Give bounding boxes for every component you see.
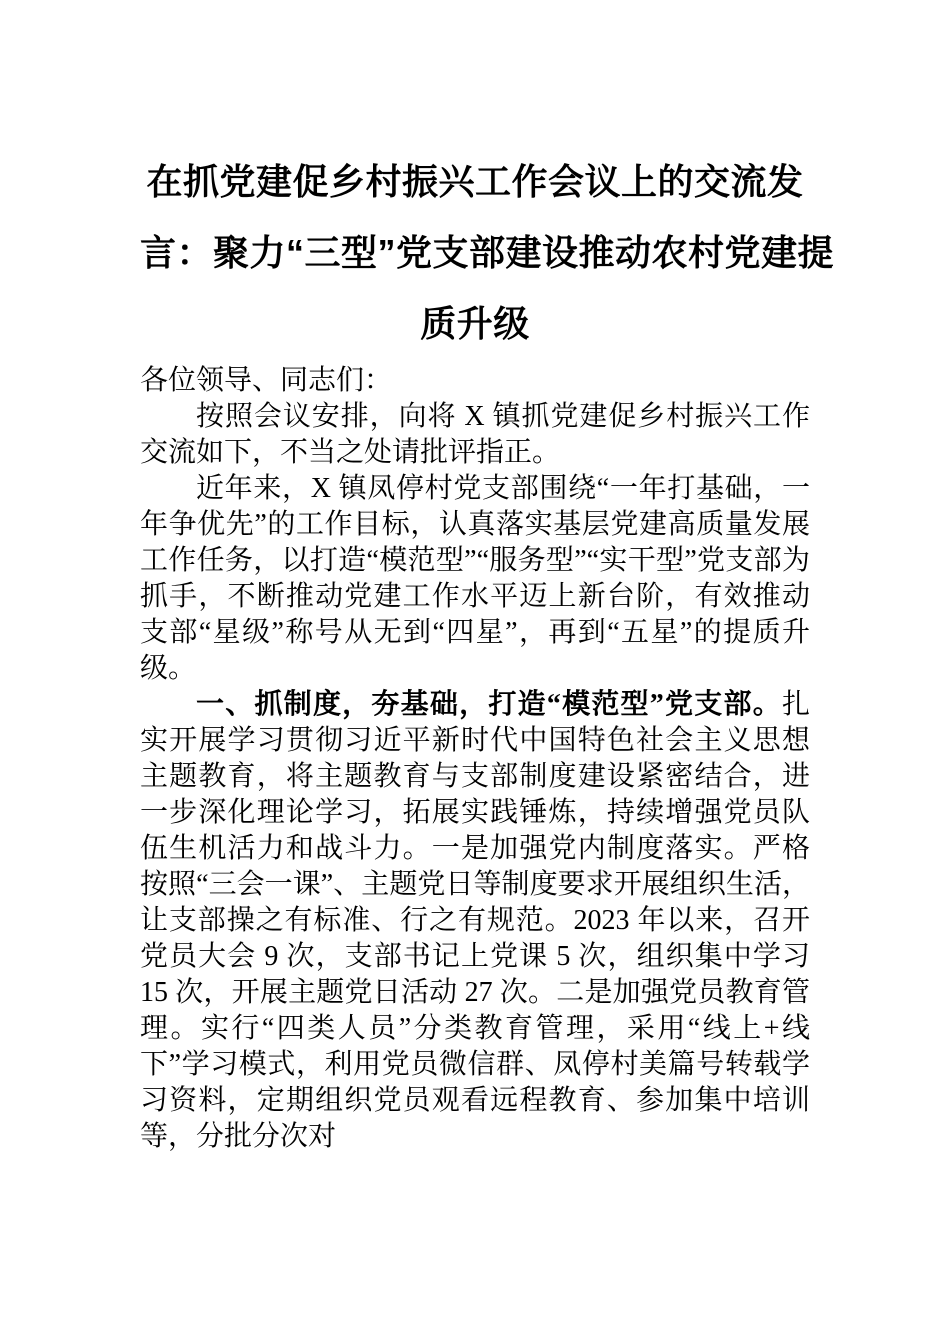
text-run: 扎实开展学习贯彻习近平新时代中国特色社会主义思想主题教育，将主题教育与支部制度建设紧密结合，进一步深化理论学习，拓展实践锤炼，持续增强党员队伍生机活力和战斗力。一是加强党内制度落实。严格按照“三会一课”、主题党日等制度要求开展组织生活，让支部操之有标准、行之有规范。2023 年以来，召开党员大会 9 次，支部书记上党课 5 次，组织集中学习 15 次，开展主题党日活动 27 次。二是加强党员教育管理。实行“四类人员”分类教育管理，采用“线上+线下”学习模式，利用党员微信群、凤停村美篇号转载学习资料，定期组织党员观看远程教育、参加集中培训等，分批分次对 <box>140 689 810 1152</box>
text-run: 近年来，X 镇凤停村党支部围绕“一年打基础，一年争优先”的工作目标，认真落实基层党建高质量发展工作任务，以打造“模范型”“服务型”“实干型”党支部为抓手，不断推动党建工作水平迈上新台阶，有效推动支部“星级”称号从无到“四星”，再到“五星”的提质升级。 <box>140 473 810 684</box>
document-title <box>140 146 835 359</box>
paragraph-overview <box>140 471 810 687</box>
title-line-1: 在抓党建促乡村振兴工作会议上的交流发 <box>146 161 804 202</box>
paragraph-intro <box>140 399 810 471</box>
document-body <box>140 363 810 1155</box>
title-line-3: 质升级 <box>420 303 530 344</box>
title-line-2: 言：聚力“三型”党支部建设推动农村党建提 <box>140 232 835 273</box>
text-run: 各位领导、同志们： <box>140 365 393 396</box>
paragraph-salutation <box>140 363 810 399</box>
text-run: 按照会议安排，向将 X 镇抓党建促乡村振兴工作交流如下，不当之处请批评指正。 <box>140 401 810 468</box>
paragraph-section-one <box>140 687 810 1155</box>
section-one-heading-run: 一、抓制度，夯基础，打造“模范型”党支部。 <box>196 689 782 720</box>
